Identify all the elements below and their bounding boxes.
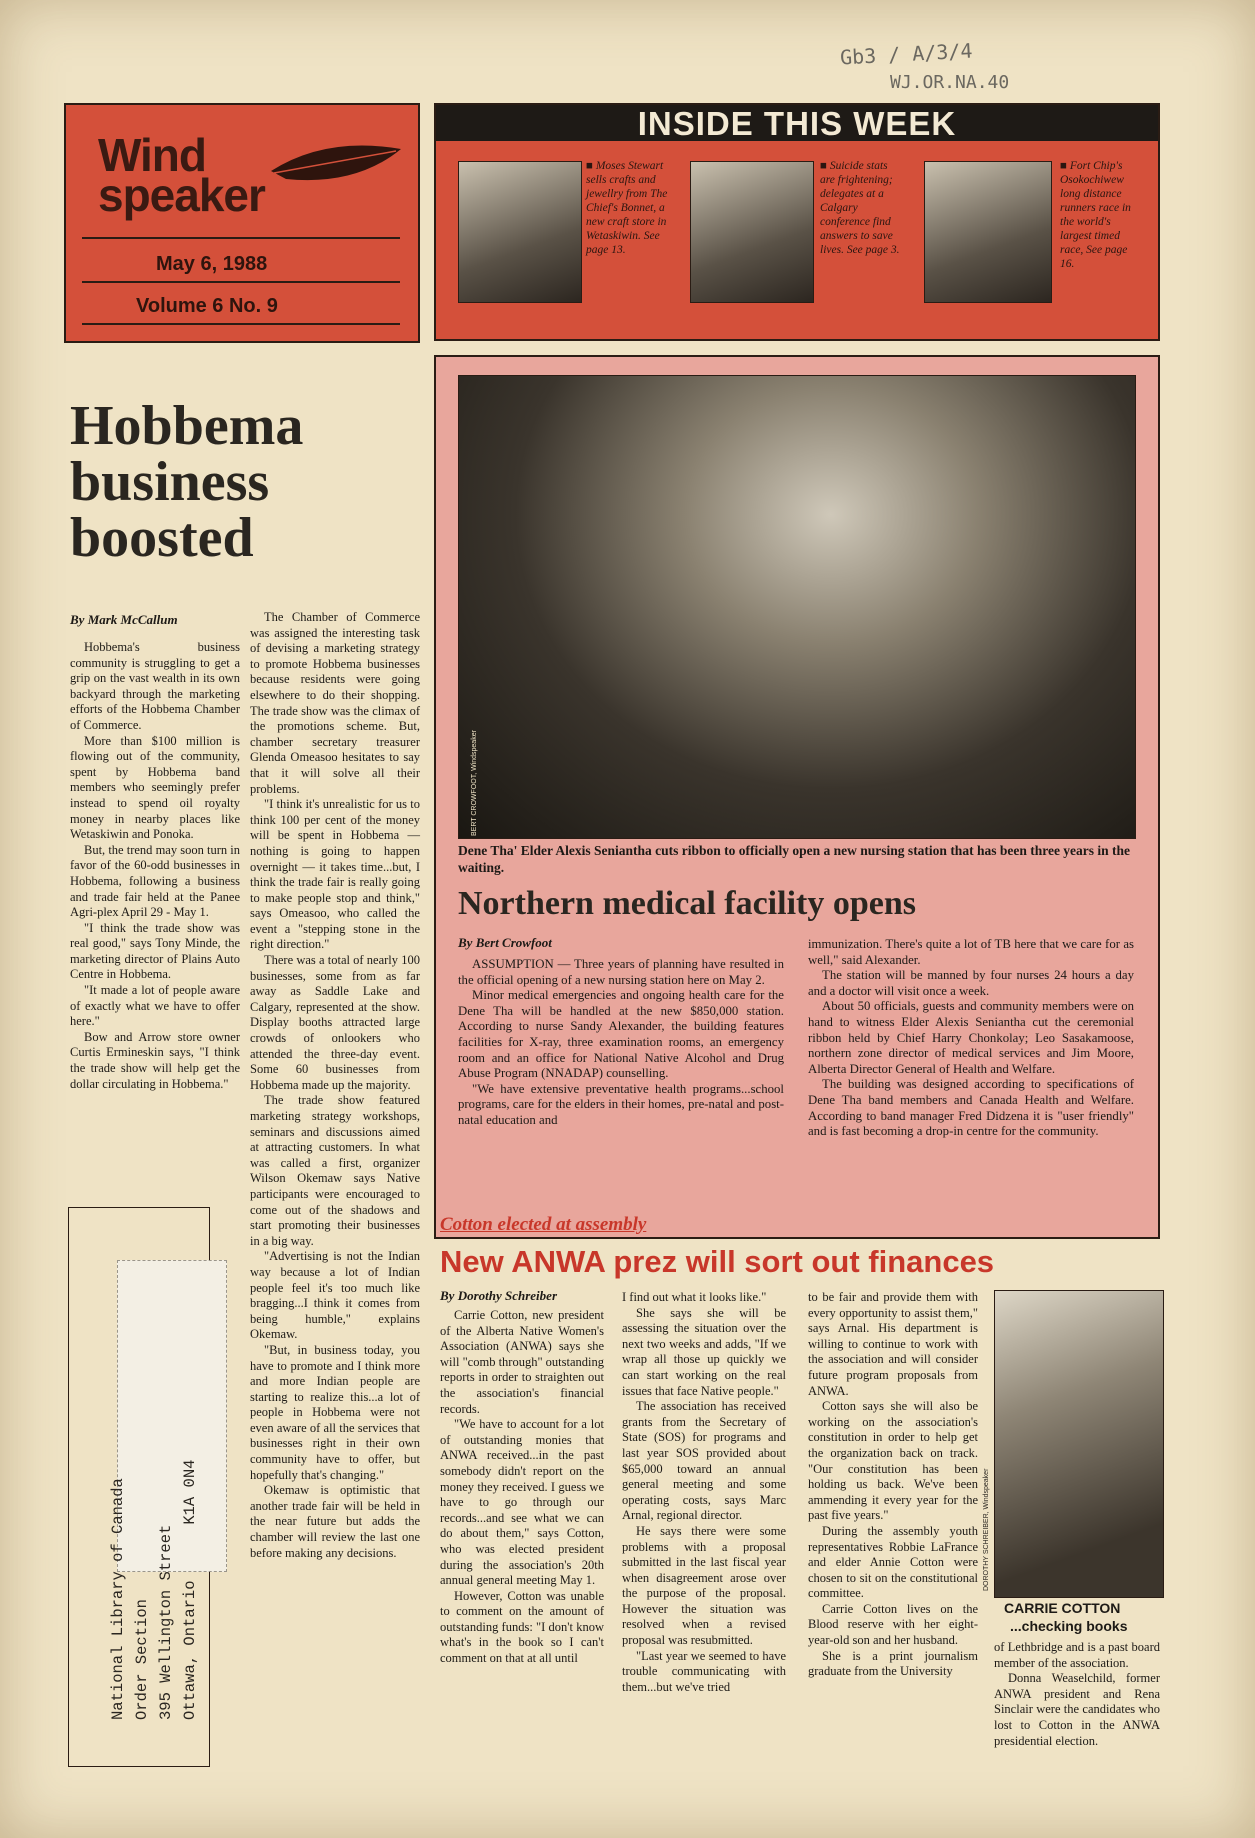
anwa-kicker[interactable]: Cotton elected at assembly xyxy=(440,1214,647,1235)
paragraph: "I think the trade show was real good," says Tony Minde, the marketing director of Plains Auto Centre in Hobbema. xyxy=(70,920,240,982)
paragraph: The building was designed according to specifications of Dene Tha band members and Canada Health and Welfare. According to band manager Fred Didzena it is "user friendly" and is fast becoming a drop-in centre for the community. xyxy=(808,1077,1134,1139)
paragraph: "We have to account for a lot of outstanding monies that ANWA received...in the past somebody didn't report on the money they received. I guess we have to go through our records...and see what we can do about them," says Cotton, who was elected president during the association's 20th annual general meeting May 1. xyxy=(440,1417,604,1588)
itw-teaser-suicide[interactable]: ■ Suicide stats are frightening; delegates at a Calgary conference find answers to save lives. See page 3. xyxy=(820,160,900,256)
elder-ribbon-photo[interactable] xyxy=(458,375,1136,839)
paragraph: Bow and Arrow store owner Curtis Ermineskin says, "I think the trade show will help get the dollar circulating in Hobbema." xyxy=(70,1029,240,1091)
masthead-rule-bottom xyxy=(82,323,400,325)
masthead-rule-middle xyxy=(82,281,400,283)
paragraph: Carrie Cotton lives on the Blood reserve with her eight-year-old son and her husband. xyxy=(808,1601,978,1648)
mailing-label-address xyxy=(106,1460,202,1720)
paragraph: During the assembly youth representatives Robbie LaFrance and elder Annie Cotton were chosen to sit on the constitutional committee. xyxy=(808,1523,978,1601)
paragraph: immunization. There's quite a lot of TB here that we care for as well," said Alexander. xyxy=(808,937,1134,967)
paragraph: However, Cotton was unable to comment on the amount of outstanding funds: "I don't know what's in the book so I can't comment on that at all until xyxy=(440,1588,604,1666)
anwa-column-1 xyxy=(440,1308,604,1667)
paragraph: "It made a lot of people aware of exactly what we have to offer here." xyxy=(70,983,240,1029)
photo-caption-name: CARRIE COTTON xyxy=(1004,1600,1121,1616)
paragraph: More than $100 million is flowing out of the community, spent by Hobbema band members who seemingly prefer instead to spend oil royalty money in nearby places like Wetaskiwin and Ponoka. xyxy=(70,733,240,842)
inside-this-week-header xyxy=(436,105,1158,141)
photo-credit: BERT CROWFOOT, Windspeaker xyxy=(471,730,478,836)
paragraph: She says she will be assessing the situation over the next two weeks and adds, "If we wrap all those up quickly we can start working on the real issues that face Native people." xyxy=(622,1305,786,1398)
anwa-headline[interactable]: New ANWA prez will sort out finances xyxy=(440,1244,995,1279)
paragraph: Donna Weaselchild, former ANWA president and Rena Sinclair were the candidates who lost to Cotton in the ANWA presidential election. xyxy=(994,1671,1160,1748)
address-line: National Library of Canada xyxy=(109,1478,127,1720)
hobbema-headline[interactable]: Hobbema business boosted xyxy=(70,395,304,569)
anwa-column-2 xyxy=(622,1290,786,1695)
photo-credit: DOROTHY SCHREIBER, Windspeaker xyxy=(983,1468,990,1591)
paragraph: "But, in business today, you have to promote and I think more and more Indian people are starting to realize this...a lot of people in Hobbema were not even aware of all the services that businesses right in their own community have to offer, but hopefully that's changing." xyxy=(250,1342,420,1482)
photo-caption: Dene Tha' Elder Alexis Seniantha cuts ribbon to officially open a new nursing station that has been three years in the waiting. xyxy=(458,843,1131,875)
paragraph: "Last year we seemed to have trouble communicating with them...but we've tried xyxy=(622,1648,786,1694)
paragraph: The station will be manned by four nurses 24 hours a day and a doctor will visit once a week. xyxy=(808,968,1134,998)
northern-column-2 xyxy=(808,937,1134,1140)
itw-photo-suicide[interactable] xyxy=(690,161,814,303)
hobbema-column-1 xyxy=(70,640,240,1092)
paragraph: About 50 officials, guests and community members were on hand to witness Elder Alexis Seniantha cut the ceremonial ribbon held by Chief Harry Chonkolay; Leo Sasakamoose, northern zone director of medical services and Jim Moore, Alberta Director General of Health and Welfare. xyxy=(808,999,1134,1076)
carrie-cotton-photo[interactable] xyxy=(983,1290,1164,1598)
paragraph: He says there were some problems with a proposal submitted in the last fiscal year when disagreement arose over the purpose of the proposal. However the situation was resolved when a revised proposal was resubmitted. xyxy=(622,1523,786,1648)
northern-column-1 xyxy=(458,957,784,1129)
anwa-column-3 xyxy=(808,1290,978,1680)
anwa-column-4 xyxy=(994,1640,1160,1749)
address-line: Ottawa, Ontario K1A 0N4 xyxy=(181,1459,199,1720)
handwritten-archive-code: WJ.OR.NA.40 xyxy=(890,72,1010,93)
photo-caption-subtitle: ...checking books xyxy=(1010,1618,1128,1634)
paragraph: ASSUMPTION — Three years of planning have resulted in the official opening of a new nursing station here on May 2. xyxy=(458,957,784,987)
anwa-byline: By Dorothy Schreiber xyxy=(440,1288,557,1303)
paragraph: to be fair and provide them with every opportunity to assist them," says Arnal. His department is willing to continue to work with the association and will consider future program proposals from ANWA. xyxy=(808,1290,978,1398)
paragraph: The Chamber of Commerce was assigned the interesting task of devising a marketing strategy to promote Hobbema businesses because residents were going elsewhere to do their shopping. The trade show was the climax of the promotions scheme. But, chamber secretary treasurer Glenda Omeasoo hesitates to say that it will solve all their problems. xyxy=(250,610,420,796)
hobbema-column-2 xyxy=(250,610,420,1561)
hobbema-byline: By Mark McCallum xyxy=(70,612,178,627)
paragraph: Carrie Cotton, new president of the Alberta Native Women's Association (ANWA) says she will "comb through" outstanding reports in order to straighten out the association's financial records. xyxy=(440,1308,605,1416)
paragraph: "We have extensive preventative health programs...school programs, care for the elders in their homes, pre-natal and post-natal education and xyxy=(458,1081,784,1127)
itw-photo-crafts[interactable] xyxy=(458,161,582,303)
itw-teaser-runners[interactable]: ■ Fort Chip's Osokochiwew long distance runners race in the world's largest timed race, See page 16. xyxy=(1060,160,1131,270)
northern-headline[interactable]: Northern medical facility opens xyxy=(458,885,916,922)
paragraph: "I think it's unrealistic for us to think 100 per cent of the money will be spent in Hobbema — nothing is going to happen overnight — it takes time...but, I think the trade fair is really going to make people stop and think," says Omeasoo, who called the event a "stepping stone in the right direction." xyxy=(250,797,420,952)
address-line: Order Section xyxy=(133,1599,151,1720)
logo-line1: Wind xyxy=(98,129,206,181)
issue-date: May 6, 1988 xyxy=(156,253,268,275)
logo xyxy=(98,129,265,221)
masthead-rule-top xyxy=(82,237,400,239)
paragraph: Hobbema's business community is struggling to get a grip on the vast wealth in its own backyard through the marketing efforts of the Hobbema Chamber of Commerce. xyxy=(70,640,240,732)
feather-icon xyxy=(266,131,406,201)
handwritten-catalog-number: Gb3 / A/3/4 xyxy=(839,38,973,70)
paragraph: There was a total of nearly 100 businesses, some from as far away as Saddle Lake and Calgary, represented at the show. Display booths attracted large crowds of onlookers who attended the three-day event. Some 60 businesses from Hobbema made up the majority. xyxy=(250,953,420,1092)
paragraph: She is a print journalism graduate from the University xyxy=(808,1648,978,1679)
logo-line2: speaker xyxy=(98,169,265,221)
issue-volume: Volume 6 No. 9 xyxy=(136,295,278,317)
paragraph: of Lethbridge and is a past board member of the association. xyxy=(994,1640,1160,1670)
inside-this-week-panel xyxy=(434,103,1160,341)
address-line: 395 Wellington Street xyxy=(157,1524,175,1720)
masthead xyxy=(64,103,420,343)
paragraph: But, the trend may soon turn in favor of the 60-odd businesses in Hobbema, following a business and trade fair held at the Panee Agri-plex April 29 - May 1. xyxy=(70,842,240,920)
itw-teaser-crafts[interactable]: ■ Moses Stewart sells crafts and jewellry from The Chief's Bonnet, a new craft store in Wetaskiwin. See page 13. xyxy=(586,160,668,256)
paragraph: Minor medical emergencies and ongoing health care for the Dene Tha will be handled at the new $850,000 station. According to nurse Sandy Alexander, the building features facilities for X-ray, three examination rooms, an emergency room and an office for National Native Alcohol and Drug Abuse Program (NNADAP) counselling. xyxy=(458,988,784,1081)
paragraph: Okemaw is optimistic that another trade fair will be held in the near future but adds the chamber will review the last one before making any decisions. xyxy=(250,1483,420,1560)
inside-this-week-title: INSIDE THIS WEEK xyxy=(637,105,957,142)
paragraph: I find out what it looks like." xyxy=(622,1290,767,1304)
itw-photo-runners[interactable] xyxy=(924,161,1052,303)
paragraph: "Advertising is not the Indian way because a lot of Indian people feel it's too much like bragging...I think it comes from being humble," explains Okemaw. xyxy=(250,1249,420,1342)
paragraph: The association has received grants from the Secretary of State (SOS) for programs and last year SOS provided about $65,000 toward an annual general meeting and some operating costs, says Marc Arnal, regional director. xyxy=(622,1399,786,1523)
northern-story-box xyxy=(434,355,1160,1239)
paragraph: The trade show featured marketing strategy workshops, seminars and discussions aimed at attracting customers. In what was called a first, organizer Wilson Okemaw says Native participants were encouraged to come out of the shadows and start promoting their businesses in a big way. xyxy=(250,1093,420,1248)
northern-byline: By Bert Crowfoot xyxy=(458,935,552,950)
paragraph: Cotton says she will also be working on the association's constitution in order to help get the organization back on track. "Our constitution has been holding us back. We've been ammending it every year for the past five years." xyxy=(808,1399,978,1523)
